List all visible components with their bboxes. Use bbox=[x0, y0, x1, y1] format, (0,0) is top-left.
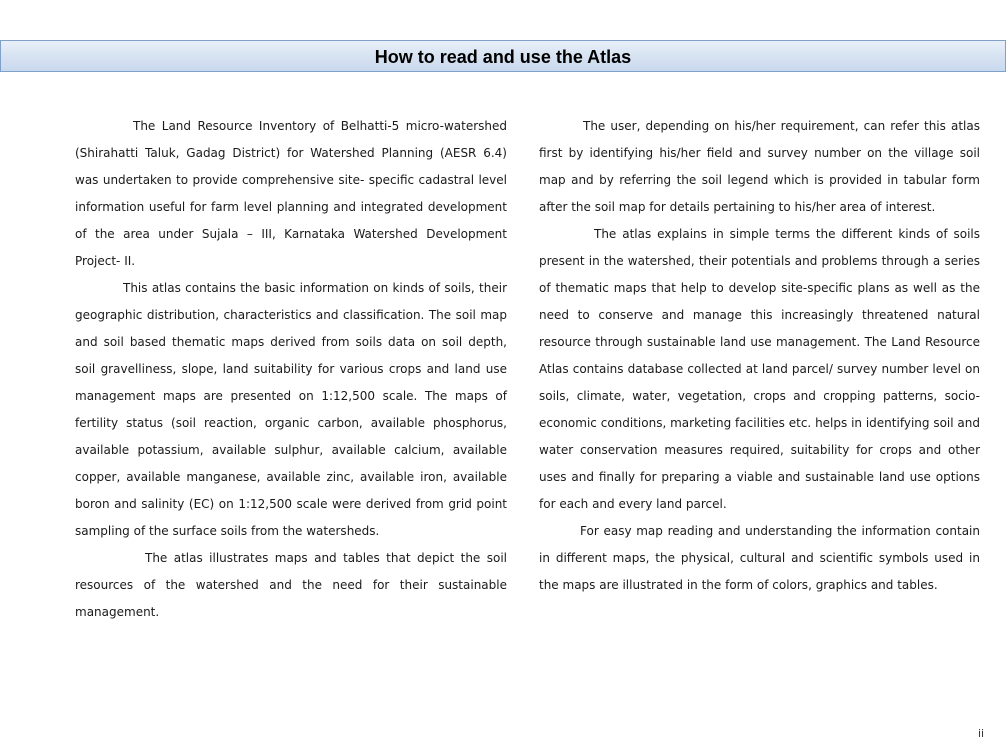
left-paragraph-3: The atlas illustrates maps and tables that depict the soil resources of the watershed and the need for their sustainable management. bbox=[75, 551, 507, 619]
page-number: ii bbox=[978, 727, 985, 740]
right-paragraph-3: For easy map reading and understanding the information contain in different maps, the physical, cultural and scientific symbols used in the maps are illustrated in the form of colors, graphics and tables. bbox=[539, 524, 980, 592]
title-banner bbox=[0, 40, 1006, 72]
page-title: How to read and use the Atlas bbox=[374, 46, 632, 67]
left-column bbox=[75, 113, 507, 626]
left-paragraph-1: The Land Resource Inventory of Belhatti-5 micro-watershed (Shirahatti Taluk, Gadag District) for Watershed Planning (AESR 6.4) was undertaken to provide comprehensive site- specific cadastral level information useful for farm level planning and integrated development of the area under Sujala – III, Karnataka Watershed Development Project- II. bbox=[75, 119, 507, 268]
left-paragraph-2: This atlas contains the basic information on kinds of soils, their geographic distribution, characteristics and classification. The soil map and soil based thematic maps derived from soils data on soil depth, soil gravelliness, slope, land suitability for various crops and land use management maps are presented on 1:12,500 scale. The maps of fertility status (soil reaction, organic carbon, available phosphorus, available potassium, available sulphur, available calcium, available copper, available manganese, available zinc, available iron, available boron and salinity (EC) on 1:12,500 scale were derived from grid point sampling of the surface soils from the watersheds. bbox=[75, 281, 507, 538]
right-paragraph-2: The atlas explains in simple terms the different kinds of soils present in the watershed, their potentials and problems through a series of thematic maps that help to develop site-specific plans as well as the need to conserve and manage this increasingly threatened natural resource through sustainable land use management. The Land Resource Atlas contains database collected at land parcel/ survey number level on soils, climate, water, vegetation, crops and cropping patterns, socio-economic conditions, marketing facilities etc. helps in identifying soil and water conservation measures required, suitability for crops and other uses and finally for preparing a viable and sustainable land use options for each and every land parcel. bbox=[539, 227, 980, 511]
right-paragraph-1: The user, depending on his/her requirement, can refer this atlas first by identifying his/her field and survey number on the village soil map and by referring the soil legend which is provided in tabular form after the soil map for details pertaining to his/her area of interest. bbox=[539, 119, 980, 214]
right-column bbox=[539, 113, 980, 599]
